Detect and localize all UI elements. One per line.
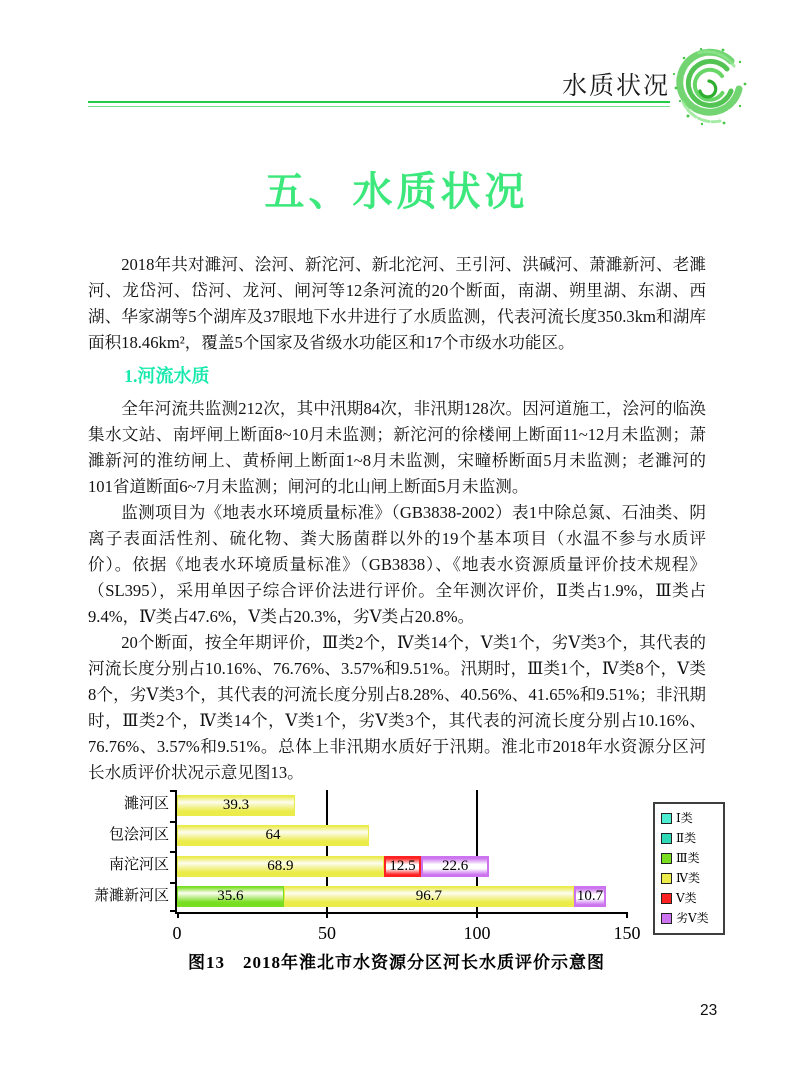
bar-segment-Ⅳ类: 68.9 (177, 856, 384, 877)
bar-segment-Ⅳ类: 64 (177, 825, 369, 846)
chart-legend (653, 802, 725, 935)
figure-caption: 图13 2018年淮北市水资源分区河长水质评价示意图 (188, 953, 605, 972)
body-text (88, 252, 706, 786)
legend-swatch-icon (661, 893, 672, 904)
section-heading-river-quality: 1.河流水质 (124, 366, 210, 386)
legend-item (661, 812, 719, 825)
x-axis-tick (626, 912, 628, 918)
header-divider (88, 101, 670, 107)
x-axis-tick (476, 912, 478, 918)
legend-swatch-icon (661, 813, 672, 824)
legend-item (661, 892, 719, 905)
bar-row (177, 795, 295, 816)
legend-swatch-icon (661, 913, 672, 924)
bar-segment-劣Ⅴ类: 22.6 (421, 856, 489, 877)
legend-label: Ⅳ类 (676, 871, 700, 885)
x-axis-tick-label: 100 (463, 923, 491, 943)
y-axis-tick (170, 851, 177, 853)
y-axis-tick (170, 821, 177, 823)
bar-segment-Ⅳ类: 39.3 (177, 795, 295, 816)
river-length-quality-chart (88, 788, 748, 954)
chart-plot-area (172, 790, 641, 943)
category-label: 萧濉新河区 (93, 887, 169, 904)
legend-item (661, 832, 719, 845)
bar-segment-Ⅲ类: 35.6 (177, 886, 284, 907)
legend-label: Ⅰ类 (676, 811, 693, 825)
category-label: 包浍河区 (108, 826, 169, 843)
paragraph-overview: 2018年共对濉河、浍河、新沱河、新北沱河、王引河、洪碱河、萧濉新河、老濉河、龙岱河、岱河、龙河、闸河等12条河流的20个断面，南湖、朔里湖、东湖、西湖、华家湖等5个湖库及37眼地下水井进行了水质监测，代表河流长度350.3km和湖库面积18.46km²，覆盖5个国家及省级水功能区和17个市级水功能区。 (88, 255, 706, 352)
bar-segment-劣Ⅴ类: 10.7 (574, 886, 606, 907)
legend-swatch-icon (661, 853, 672, 864)
legend-label: Ⅱ类 (676, 831, 697, 845)
bar-row (177, 856, 489, 877)
category-label: 南沱河区 (108, 857, 169, 873)
bar-row (177, 825, 369, 846)
page-title: 五、水质状况 (264, 169, 529, 214)
x-axis-tick-label: 150 (613, 923, 641, 943)
legend-label: Ⅴ类 (676, 891, 697, 905)
x-axis-tick (326, 912, 328, 918)
legend-swatch-icon (661, 833, 672, 844)
y-axis-tick (170, 790, 177, 792)
legend-label: 劣Ⅴ类 (676, 911, 709, 925)
paragraph-monitoring-times: 全年河流共监测212次，其中汛期84次，非汛期128次。因河道施工，浍河的临涣集水文站、南坪闸上断面8~10月未监测；新沱河的徐楼闸上断面11~12月未监测；萧濉新河的淮纺闸上、黄桥闸上断面1~8月未监测，宋疃桥断面5月未监测；老濉河的101省道断面6~7月未监测；闸河的北山闸上断面5月未监测。 (88, 399, 706, 496)
legend-item (661, 912, 719, 925)
bar-segment-Ⅳ类: 96.7 (284, 886, 574, 907)
legend-label: Ⅲ类 (676, 851, 700, 865)
legend-item (661, 852, 719, 865)
paragraph-section-evaluation: 20个断面，按全年期评价，Ⅲ类2个，Ⅳ类14个，Ⅴ类1个，劣Ⅴ类3个，其代表的河流长度分别占10.16%、76.76%、3.57%和9.51%。汛期时，Ⅲ类1个，Ⅳ类8个，Ⅴ类8个，劣Ⅴ类3个，其代表的河流长度分别占8.28%、40.56%、41.65%和9.51%；非汛期时，Ⅲ类2个，Ⅳ类14个，Ⅴ类1个，劣Ⅴ类3个，其代表的河流长度分别占10.16%、76.76%、3.57%和9.51%。总体上非汛期水质好于汛期。淮北市2018年水资源分区河长水质评价状况示意见图13。 (88, 633, 706, 782)
y-axis-tick (170, 882, 177, 884)
legend-swatch-icon (661, 873, 672, 884)
category-label: 濉河区 (123, 796, 169, 812)
bar-segment-Ⅴ类: 12.5 (384, 856, 422, 877)
page-number: 23 (700, 1002, 718, 1019)
y-axis-tick (170, 910, 177, 912)
x-axis-tick-label: 50 (318, 923, 336, 943)
x-axis-tick (177, 912, 179, 918)
water-swirl-logo-icon (668, 44, 750, 130)
header-section-label: 水质状况 (561, 72, 670, 100)
legend-item (661, 872, 719, 885)
paragraph-monitoring-items: 监测项目为《地表水环境质量标准》（GB3838-2002）表1中除总氮、石油类、阴离子表面活性剂、硫化物、粪大肠菌群以外的19个基本项目（水温不参与水质评价）。依据《地表水环境质量标准》（GB3838）、《地表水资源质量评价技术规程》（SL395），采用单因子综合评价法进行评价。全年测次评价，Ⅱ类占1.9%，Ⅲ类占9.4%，Ⅳ类占47.6%，Ⅴ类占20.3%，劣Ⅴ类占20.8%。 (88, 503, 706, 626)
bar-row (177, 886, 606, 907)
x-axis-tick-label: 0 (172, 923, 182, 943)
